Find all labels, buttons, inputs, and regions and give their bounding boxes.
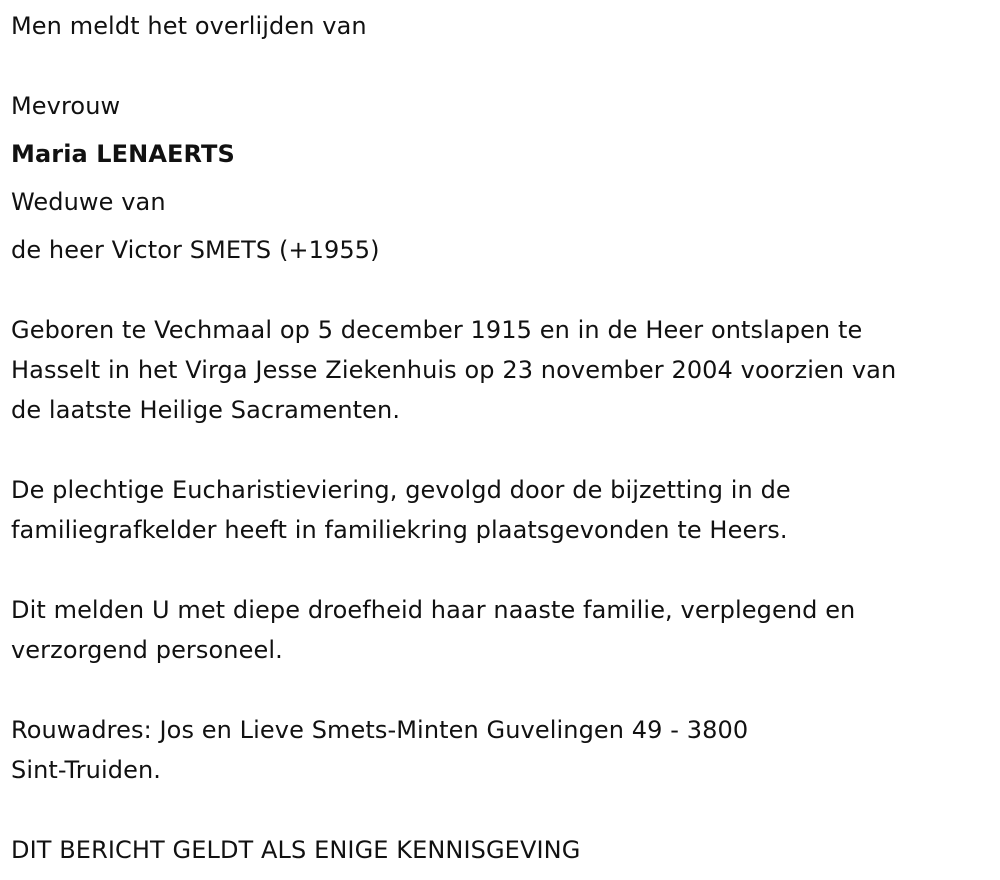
- paragraph-line: Rouwadres: Jos en Lieve Smets-Minten Guvelingen 49 - 3800: [11, 716, 749, 744]
- paragraph-line: De plechtige Eucharistieviering, gevolgd door de bijzetting in de: [11, 476, 791, 504]
- spouse-name: de heer Victor SMETS (+1955): [11, 236, 380, 264]
- salutation: Mevrouw: [11, 92, 121, 120]
- paragraph-line: familiegrafkelder heeft in familiekring plaatsgevonden te Heers.: [11, 516, 788, 544]
- deceased-name: Maria LENAERTS: [11, 140, 235, 168]
- paragraph-line: verzorgend personeel.: [11, 636, 283, 664]
- widow-label: Weduwe van: [11, 188, 166, 216]
- intro-text: Men meldt het overlijden van: [11, 12, 367, 40]
- paragraph-line: Sint-Truiden.: [11, 756, 161, 784]
- closing-statement: DIT BERICHT GELDT ALS ENIGE KENNISGEVING: [11, 836, 581, 864]
- paragraph-line: Geboren te Vechmaal op 5 december 1915 en in de Heer ontslapen te: [11, 316, 863, 344]
- paragraph-line: de laatste Heilige Sacramenten.: [11, 396, 401, 424]
- paragraph-line: Dit melden U met diepe droefheid haar naaste familie, verplegend en: [11, 596, 856, 624]
- paragraph-line: Hasselt in het Virga Jesse Ziekenhuis op 23 november 2004 voorzien van: [11, 356, 897, 384]
